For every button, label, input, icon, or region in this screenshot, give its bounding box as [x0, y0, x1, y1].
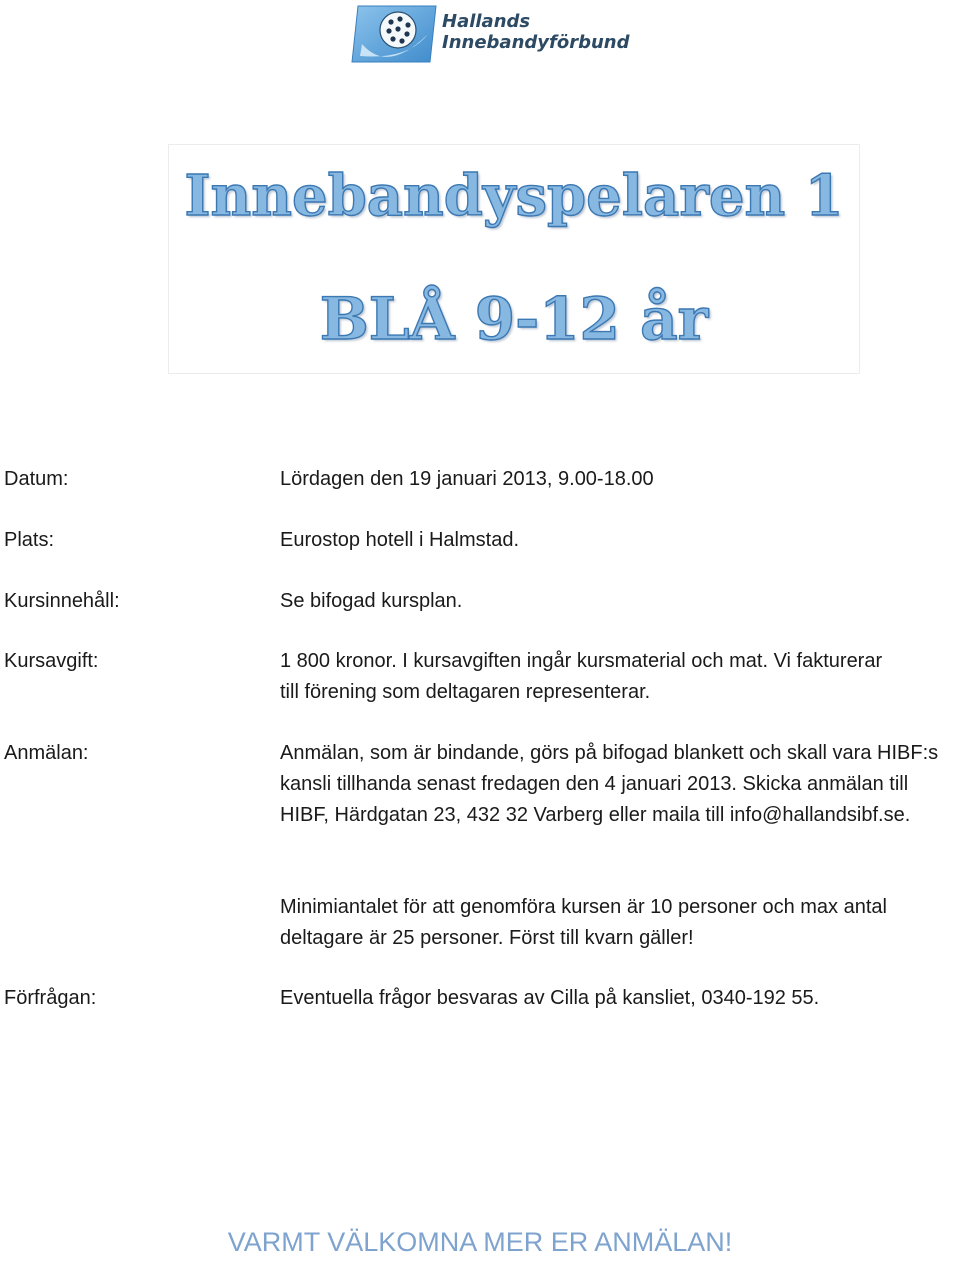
kursavgift-value: 1 800 kronor. I kursavgiften ingår kursmaterial och mat. Vi fakturerar till förening som deltagaren representerar. [280, 650, 883, 703]
datum-label: Datum: [4, 468, 69, 490]
course-title: Innebandyspelaren 1 [184, 163, 844, 229]
forfragan-label: Förfrågan: [4, 987, 97, 1009]
datum-value: Lördagen den 19 januari 2013, 9.00-18.00 [280, 468, 654, 490]
anmalan-paragraph-2: Minimiantalet för att genomföra kursen är 10 personer och max antal deltagare är 25 personer. Först till kvarn gäller! [280, 896, 887, 949]
logo-line-2: Innebandyförbund [442, 32, 630, 53]
floorball-logo-icon [348, 4, 440, 64]
forfragan-value: Eventuella frågor besvaras av Cilla på kansliet, 0340-192 55. [280, 987, 820, 1009]
logo-line-1: Hallands [442, 11, 531, 32]
kursavgift-label: Kursavgift: [4, 650, 99, 672]
plats-value: Eurostop hotell i Halmstad. [280, 529, 520, 551]
welcome-footer: VARMT VÄLKOMNA MER ER ANMÄLAN! [227, 1227, 733, 1257]
anmalan-paragraph-1: Anmälan, som är bindande, görs på bifogad blankett och skall vara HIBF:s kansli tillhanda senast fredagen den 4 januari 2013. Skicka anmälan till HIBF, Härdgatan 23, 432 32 Varberg eller maila till info@hallandsibf.se. [280, 742, 939, 826]
title-panel [168, 144, 860, 374]
logo-wordmark [442, 11, 629, 53]
kursinnehall-label: Kursinnehåll: [4, 590, 120, 612]
plats-label: Plats: [4, 529, 55, 551]
kursinnehall-value: Se bifogad kursplan. [280, 590, 463, 612]
course-subtitle: BLÅ 9-12 år [319, 285, 709, 353]
anmalan-label: Anmälan: [4, 742, 89, 764]
hallands-innebandyforbund-logo [348, 4, 630, 64]
